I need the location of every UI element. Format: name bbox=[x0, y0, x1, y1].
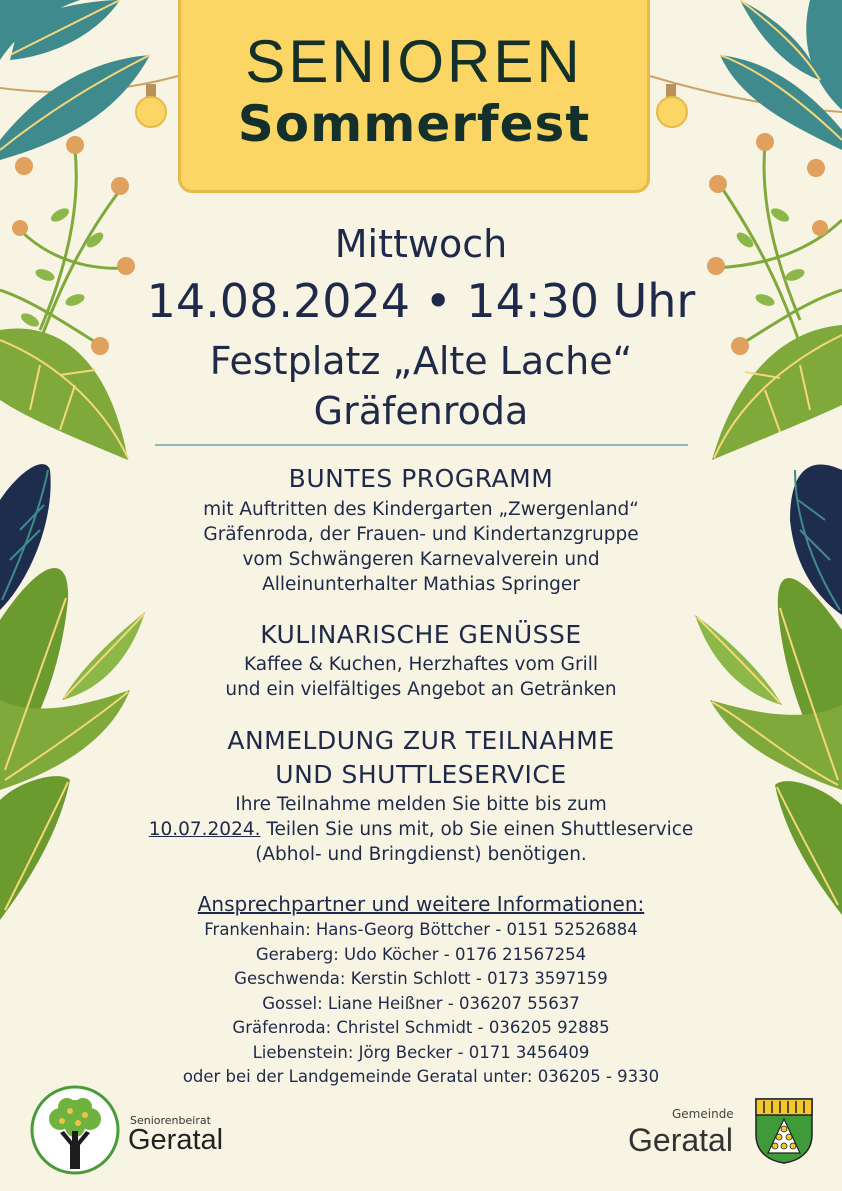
right-logo-title: Geratal bbox=[628, 1122, 733, 1158]
divider bbox=[155, 444, 688, 446]
registration-deadline: 10.07.2024. bbox=[148, 819, 261, 840]
contact-line: Geraberg: Udo Köcher - 0176 21567254 bbox=[255, 944, 587, 964]
food-heading: KULINARISCHE GENÜSSE bbox=[260, 620, 582, 649]
registration-line-3: (Abhol- und Bringdienst) benötigen. bbox=[255, 844, 587, 865]
coat-of-arms-icon bbox=[754, 1097, 814, 1165]
contact-line: Gräfenroda: Christel Schmidt - 036205 92885 bbox=[232, 1018, 610, 1037]
title-banner bbox=[178, 0, 650, 193]
left-logo-title: Geratal bbox=[128, 1124, 224, 1156]
event-place-line-1: Festplatz „Alte Lache“ bbox=[209, 339, 633, 383]
event-datetime: 14.08.2024 • 14:30 Uhr bbox=[146, 274, 696, 328]
contact-line: Liebenstein: Jörg Becker - 0171 3456409 bbox=[252, 1042, 590, 1062]
food-line: und ein vielfältiges Angebot an Getränken bbox=[225, 679, 617, 700]
registration-line-1: Ihre Teilnahme melden Sie bitte bis zum bbox=[235, 794, 607, 815]
contacts-heading: Ansprechpartner und weitere Informationen: bbox=[197, 892, 645, 916]
registration-heading-line-1: ANMELDUNG ZUR TEILNAHME bbox=[227, 726, 615, 755]
registration-text bbox=[120, 792, 722, 867]
leaf-shape bbox=[806, 0, 842, 110]
program-line: Gräfenroda, der Frauen- und Kindertanzgruppe bbox=[203, 524, 639, 545]
flower-bud bbox=[807, 159, 825, 177]
program-heading: BUNTES PROGRAMM bbox=[288, 464, 554, 493]
contact-line: Frankenhain: Hans-Georg Böttcher - 0151 52526884 bbox=[204, 920, 638, 939]
light-bulb-icon bbox=[657, 84, 687, 127]
tree-hands-logo-icon bbox=[30, 1085, 120, 1175]
program-text bbox=[120, 497, 722, 597]
contact-line: Geschwenda: Kerstin Schlott - 0173 3597159 bbox=[234, 969, 608, 988]
flower-bud bbox=[731, 337, 749, 355]
light-bulb-icon bbox=[136, 84, 166, 127]
registration-line-2-rest: Teilen Sie uns mit, ob Sie einen Shuttleservice bbox=[260, 819, 694, 840]
registration-line-2 bbox=[120, 817, 722, 842]
registration-heading bbox=[120, 724, 722, 792]
food-line: Kaffee & Kuchen, Herzhaftes vom Grill bbox=[243, 654, 599, 675]
flower-bud bbox=[709, 175, 727, 193]
flower-bud bbox=[66, 136, 84, 154]
flower-bud bbox=[12, 220, 28, 236]
contact-line: Gossel: Liane Heißner - 036207 55637 bbox=[262, 993, 580, 1013]
right-logo-subtitle: Gemeinde bbox=[672, 1107, 734, 1121]
event-weekday: Mittwoch bbox=[334, 222, 508, 266]
event-place-line-2: Gräfenroda bbox=[313, 389, 529, 433]
program-line: Alleinunterhalter Mathias Springer bbox=[262, 574, 580, 595]
title-line-2: Sommerfest bbox=[237, 95, 591, 153]
registration-heading-line-2: UND SHUTTLESERVICE bbox=[275, 760, 567, 789]
flower-bud bbox=[91, 337, 109, 355]
program-line: mit Auftritten des Kindergarten „Zwergenland“ bbox=[203, 499, 639, 520]
contact-line: oder bei der Landgemeinde Geratal unter: 036205 - 9330 bbox=[182, 1067, 660, 1086]
flower-bud bbox=[15, 157, 33, 175]
title-line-1: SENIOREN bbox=[245, 28, 583, 95]
flower-bud bbox=[756, 133, 774, 151]
program-line: vom Schwängeren Karnevalverein und bbox=[242, 549, 600, 570]
flower-bud bbox=[812, 220, 828, 236]
left-logo-subtitle: Seniorenbeirat bbox=[130, 1114, 211, 1127]
flower-bud bbox=[111, 177, 129, 195]
event-place bbox=[120, 336, 722, 436]
contacts-list bbox=[120, 918, 722, 1090]
food-text bbox=[120, 652, 722, 702]
